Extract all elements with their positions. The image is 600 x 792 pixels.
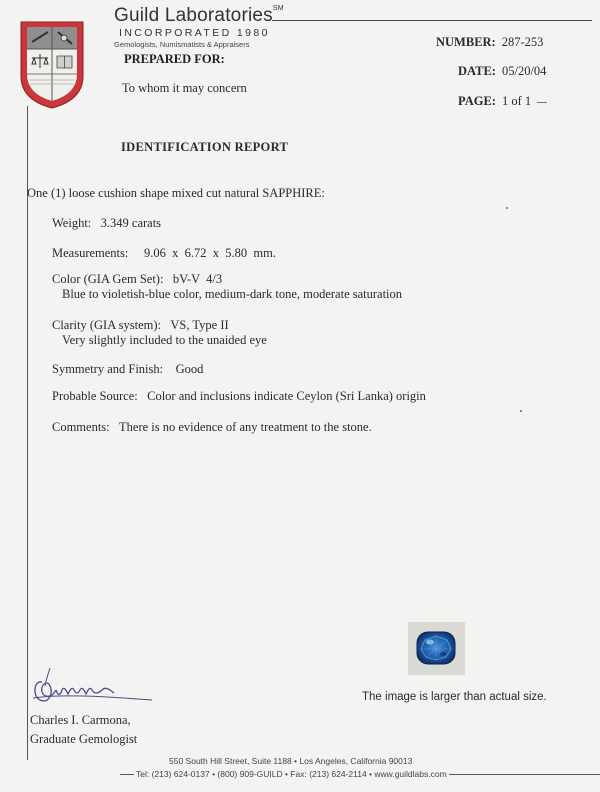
speck [506, 207, 508, 209]
footer-contact: Tel: (213) 624-0137 • (800) 909-GUILD • Fax: (213) 624-2114 • www.guildlabs.com [136, 769, 447, 779]
date-label: DATE: [458, 64, 496, 78]
clarity-value: VS, Type II [170, 318, 229, 332]
shield-crest-icon [18, 18, 86, 110]
report-title: IDENTIFICATION REPORT [121, 140, 289, 154]
measurements-value: 9.06 x 6.72 x 5.80 mm. [144, 246, 276, 260]
color-row [52, 272, 222, 287]
report-date [458, 64, 546, 79]
weight-value: 3.349 carats [100, 216, 162, 230]
page-dash [537, 102, 547, 103]
comments-value: There is no evidence of any treatment to the stone. [119, 420, 372, 434]
footer-address: 550 South Hill Street, Suite 1188 • Los Angeles, California 90013 [169, 756, 413, 766]
page-label: PAGE: [458, 94, 496, 108]
color-label: Color (GIA Gem Set): [52, 272, 164, 286]
signer-title: Graduate Gemologist [30, 732, 138, 746]
symmetry-value: Good [175, 362, 204, 376]
brand-block [114, 5, 284, 49]
border-top [272, 20, 592, 21]
clarity-row [52, 318, 229, 333]
page-value: 1 of 1 [501, 94, 532, 108]
stone-description: One (1) loose cushion shape mixed cut natural SAPPHIRE: [27, 186, 325, 200]
brand-tagline: Gemologists, Numismatists & Appraisers [114, 40, 250, 49]
report-page [458, 94, 547, 109]
sapphire-gem-icon [408, 622, 465, 675]
report-number [436, 35, 543, 50]
image-caption: The image is larger than actual size. [362, 691, 547, 703]
number-value: 287-253 [501, 35, 544, 49]
prepared-for-recipient: To whom it may concern [122, 81, 247, 95]
weight-row [52, 216, 161, 231]
number-label: NUMBER: [436, 35, 496, 49]
brand-name-text: Guild Laboratories [114, 5, 273, 26]
source-label: Probable Source: [52, 389, 138, 403]
clarity-label: Clarity (GIA system): [52, 318, 162, 332]
color-note: Blue to violetish-blue color, medium-dark tone, moderate saturation [62, 287, 403, 301]
measurements-row [52, 246, 276, 261]
brand-name [114, 5, 284, 27]
prepared-for-label: PREPARED FOR: [124, 52, 225, 66]
clarity-note: Very slightly included to the unaided eye [62, 333, 267, 347]
color-value: bV-V 4/3 [172, 272, 223, 286]
service-mark: SM [272, 5, 284, 12]
symmetry-label: Symmetry and Finish: [52, 362, 164, 376]
incorporated-text: INCORPORATED 1980 [119, 27, 270, 39]
signature-icon [30, 660, 155, 710]
measurements-label: Measurements: [52, 246, 129, 260]
weight-label: Weight: [52, 216, 92, 230]
date-value: 05/20/04 [501, 64, 547, 78]
signer-name: Charles I. Carmona, [30, 713, 131, 727]
source-row [52, 389, 426, 404]
speck [520, 410, 522, 412]
border-left [27, 106, 28, 760]
source-value: Color and inclusions indicate Ceylon (Sri Lanka) origin [147, 389, 426, 403]
symmetry-row [52, 362, 203, 377]
comments-label: Comments: [52, 420, 110, 434]
comments-row [52, 420, 372, 435]
